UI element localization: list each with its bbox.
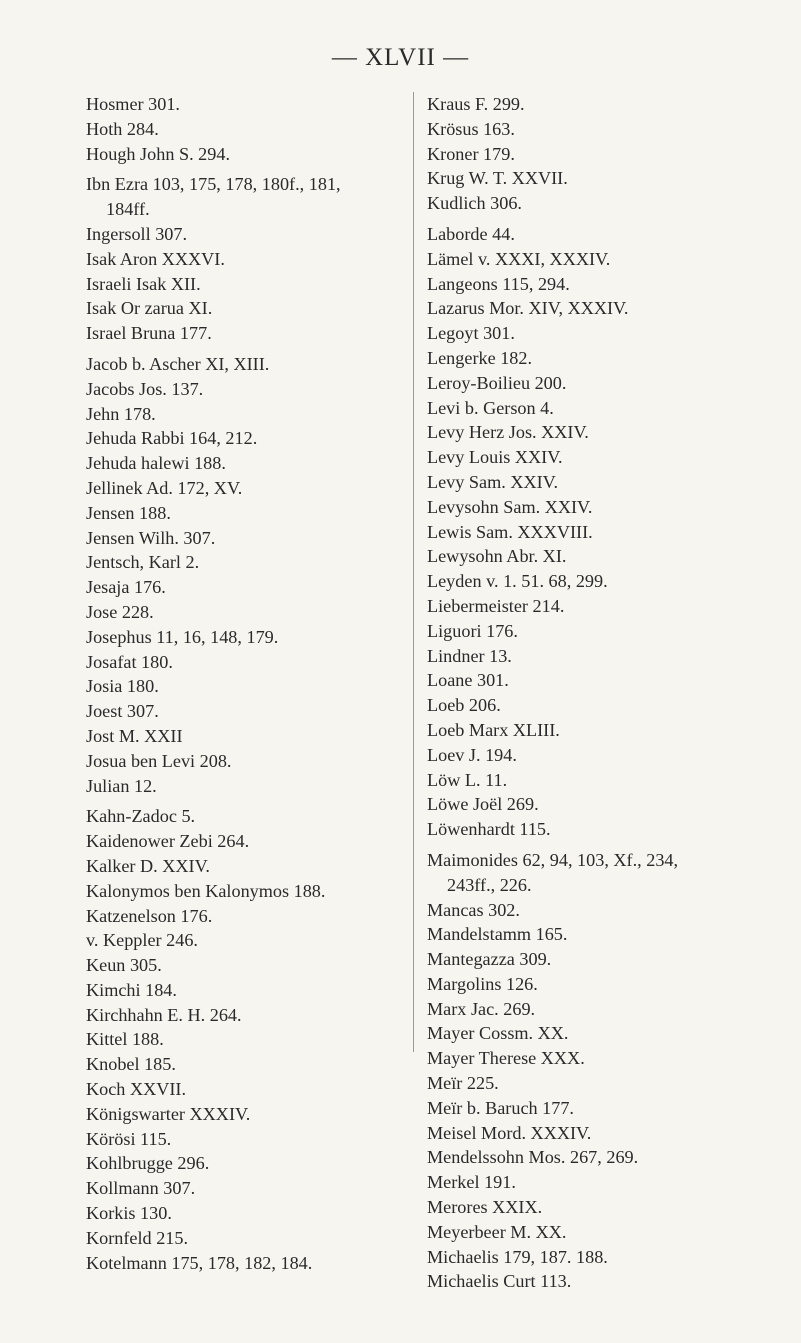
index-entry: Leroy-Boilieu 200. [427, 372, 567, 393]
index-entry: Maimonides 62, 94, 103, Xf., 234, [427, 849, 679, 870]
index-entry: Jehn 178. [86, 403, 156, 424]
index-entry: Michaelis Curt 113. [427, 1271, 572, 1292]
index-entry: Mancas 302. [427, 899, 520, 920]
index-entry: Lewysohn Abr. XI. [427, 546, 567, 567]
index-entry: Loeb 206. [427, 695, 501, 716]
index-entry: Leyden v. 1. 51. 68, 299. [427, 571, 608, 592]
index-entry: Kalker D. XXIV. [86, 855, 210, 876]
index-entry: 184ff. [106, 199, 150, 220]
index-entry: Isak Or zarua XI. [86, 298, 213, 319]
index-column-left [86, 92, 416, 1275]
index-entry: Jentsch, Karl 2. [86, 552, 200, 573]
index-entry: Mayer Cossm. XX. [427, 1023, 569, 1044]
index-entry: Margolins 126. [427, 973, 538, 994]
index-entry: Levi b. Gerson 4. [427, 397, 554, 418]
index-entry: Liguori 176. [427, 620, 518, 641]
index-entry: Josafat 180. [86, 651, 173, 672]
index-entry: Israeli Isak XII. [86, 273, 201, 294]
index-entry: Löw L. 11. [427, 769, 508, 790]
index-entry: Meïr 225. [427, 1073, 499, 1094]
index-entry: Mandelstamm 165. [427, 924, 568, 945]
index-entry: Isak Aron XXXVI. [86, 248, 225, 269]
index-entry: Kollmann 307. [86, 1178, 196, 1199]
index-entry: Legoyt 301. [427, 323, 515, 344]
index-entry: Loeb Marx XLIII. [427, 719, 560, 740]
index-entry: Kudlich 306. [427, 193, 522, 214]
index-entry: Jacobs Jos. 137. [86, 378, 204, 399]
index-entry: Kroner 179. [427, 143, 515, 164]
index-entry: Jehuda halewi 188. [86, 453, 226, 474]
index-entry: Löwe Joël 269. [427, 794, 539, 815]
index-entry: Mantegazza 309. [427, 949, 552, 970]
index-entry: Kohlbrugge 296. [86, 1153, 210, 1174]
index-entry: Jensen Wilh. 307. [86, 527, 216, 548]
index-entry: Kornfeld 215. [86, 1227, 189, 1248]
index-entry: Keun 305. [86, 955, 162, 976]
index-entry: Kotelmann 175, 178, 182, 184. [86, 1252, 313, 1273]
index-entry: Meyerbeer M. XX. [427, 1221, 567, 1242]
index-entry: Joest 307. [86, 701, 159, 722]
index-entry: Lewis Sam. XXXVIII. [427, 521, 593, 542]
index-entry: Julian 12. [86, 775, 157, 796]
index-entry: Jesaja 176. [86, 577, 166, 598]
index-entry: Katzenelson 176. [86, 905, 213, 926]
index-entry: Jacob b. Ascher XI, XIII. [86, 353, 270, 374]
index-entry: Jose 228. [86, 601, 154, 622]
index-entry: Meïr b. Baruch 177. [427, 1097, 574, 1118]
index-entry: Jensen 188. [86, 502, 171, 523]
index-entry: Lengerke 182. [427, 347, 533, 368]
index-entry: Koch XXVII. [86, 1079, 187, 1100]
index-entry: Loev J. 194. [427, 744, 517, 765]
index-entry: v. Keppler 246. [86, 930, 198, 951]
index-entry: Israel Bruna 177. [86, 323, 212, 344]
column-divider [413, 92, 414, 1052]
index-entry: Kraus F. 299. [427, 94, 525, 114]
index-entry: Königswarter XXXIV. [86, 1103, 251, 1124]
index-entry: Hough John S. 294. [86, 143, 230, 164]
index-entry: Jellinek Ad. 172, XV. [86, 477, 243, 498]
index-entry: Michaelis 179, 187. 188. [427, 1246, 608, 1267]
index-entry: Langeons 115, 294. [427, 273, 570, 294]
index-entry: 243ff., 226. [447, 874, 532, 895]
index-column-right [426, 92, 757, 1294]
index-entry: Levy Sam. XXIV. [427, 471, 559, 492]
index-entry: Lämel v. XXXI, XXXIV. [427, 248, 611, 269]
index-entry: Knobel 185. [86, 1054, 176, 1075]
index-entry: Löwenhardt 115. [427, 819, 551, 840]
index-entry: Josephus 11, 16, 148, 179. [86, 626, 279, 647]
index-entry: Krug W. T. XXVII. [427, 168, 568, 189]
index-entry: Josua ben Levi 208. [86, 750, 232, 771]
index-entry: Liebermeister 214. [427, 595, 565, 616]
index-entry: Laborde 44. [427, 223, 515, 244]
index-entry: Meisel Mord. XXXIV. [427, 1122, 592, 1143]
index-entry: Kaidenower Zebi 264. [86, 831, 250, 852]
index-entry: Merores XXIX. [427, 1197, 543, 1218]
index-entry: Kalonymos ben Kalonymos 188. [86, 880, 326, 901]
page-number-header: — XLVII — [331, 44, 470, 71]
index-entry: Jehuda Rabbi 164, 212. [86, 428, 258, 449]
index-entry: Levysohn Sam. XXIV. [427, 496, 593, 517]
index-entry: Kittel 188. [86, 1029, 164, 1050]
index-entry: Levy Herz Jos. XXIV. [427, 422, 589, 443]
index-entry: Ibn Ezra 103, 175, 178, 180f., 181, [86, 174, 341, 195]
index-entry: Loane 301. [427, 670, 509, 691]
index-entry: Merkel 191. [427, 1172, 516, 1193]
index-entry: Mendelssohn Mos. 267, 269. [427, 1147, 639, 1168]
index-entry: Körösi 115. [86, 1128, 172, 1149]
index-entry: Lindner 13. [427, 645, 512, 666]
index-entry: Jost M. XXII [86, 725, 183, 746]
index-entry: Ingersoll 307. [86, 223, 188, 244]
index-entry: Kahn-Zadoc 5. [86, 806, 196, 827]
index-entry: Lazarus Mor. XIV, XXXIV. [427, 298, 629, 319]
index-entry: Josia 180. [86, 676, 159, 697]
index-entry: Kirchhahn E. H. 264. [86, 1004, 242, 1025]
index-entry: Levy Louis XXIV. [427, 447, 563, 468]
index-entry: Kimchi 184. [86, 979, 177, 1000]
index-entry: Hosmer 301. [86, 94, 180, 114]
index-entry: Korkis 130. [86, 1203, 172, 1224]
index-entry: Marx Jac. 269. [427, 998, 536, 1019]
index-entry: Krösus 163. [427, 118, 515, 139]
index-entry: Hoth 284. [86, 118, 159, 139]
index-entry: Mayer Therese XXX. [427, 1048, 585, 1069]
